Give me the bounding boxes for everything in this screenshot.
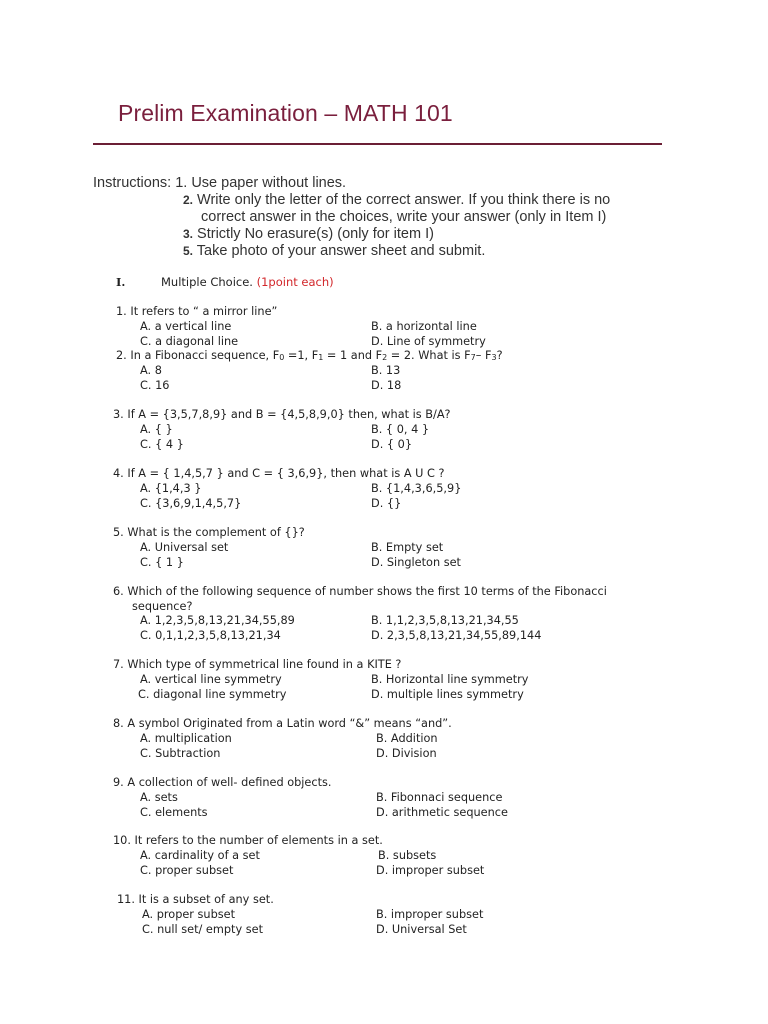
question-5: 5. What is the complement of {}? (113, 526, 305, 539)
q1-option-d: D. Line of symmetry (371, 335, 486, 348)
instruction-item-2 (183, 192, 610, 208)
instruction-number: 3. (183, 227, 194, 241)
q2-option-c: C. 16 (140, 379, 170, 392)
q2-option-b: B. 13 (371, 364, 401, 377)
q3-option-b: B. { 0, 4 } (371, 423, 430, 436)
q9-option-d: D. arithmetic sequence (376, 806, 508, 819)
question-6-cont: sequence? (132, 600, 193, 613)
q11-option-c: C. null set/ empty set (142, 923, 264, 936)
q1-option-b: B. a horizontal line (371, 320, 477, 333)
question-11: 11. It is a subset of any set. (117, 893, 274, 906)
question-3: 3. If A = {3,5,7,8,9} and B = {4,5,8,9,0} then, what is B/A? (113, 408, 451, 421)
q3-option-d: D. { 0} (371, 438, 413, 451)
q3-option-a: A. { } (140, 423, 173, 436)
instruction-item-3 (183, 226, 434, 242)
q5-option-a: A. Universal set (140, 541, 229, 554)
q8-option-d: D. Division (376, 747, 437, 760)
q5-option-d: D. Singleton set (371, 556, 461, 569)
q10-option-c: C. proper subset (140, 864, 234, 877)
question-4: 4. If A = { 1,4,5,7 } and C = { 3,6,9}, then what is A U C ? (113, 467, 445, 480)
instruction-number: 5. (183, 244, 194, 258)
instruction-text: Take photo of your answer sheet and submit. (196, 243, 486, 259)
q9-option-b: B. Fibonnaci sequence (376, 791, 503, 804)
q9-option-c: C. elements (140, 806, 208, 819)
q7-option-a: A. vertical line symmetry (140, 673, 282, 686)
section-label: Multiple Choice. (161, 275, 253, 289)
instruction-item-5 (183, 243, 485, 259)
q5-option-c: C. { 1 } (140, 556, 184, 569)
section-points: (1point each) (256, 275, 334, 289)
instruction-item-2-cont: correct answer in the choices, write your answer (only in Item I) (201, 209, 607, 225)
page-title: Prelim Examination – MATH 101 (118, 100, 453, 126)
q8-option-b: B. Addition (376, 732, 438, 745)
q8-option-a: A. multiplication (140, 732, 232, 745)
q7-option-c: C. diagonal line symmetry (138, 688, 287, 701)
q4-option-b: B. {1,4,3,6,5,9} (371, 482, 462, 495)
question-2: 2. In a Fibonacci sequence, $F_0 =1$, $F_1 = 1$ and $F_2 = 2$. What is $F_7-$ $F_3$? (116, 349, 503, 362)
q10-option-a: A. cardinality of a set (140, 849, 260, 862)
q2-option-a: A. 8 (140, 364, 162, 377)
question-8: 8. A symbol Originated from a Latin word “&” means “and”. (113, 717, 452, 730)
q9-option-a: A. sets (140, 791, 178, 804)
question-6: 6. Which of the following sequence of number shows the first 10 terms of the Fibonacci (113, 585, 607, 598)
section-number: I. (116, 275, 126, 289)
question-9: 9. A collection of well- defined objects. (113, 776, 332, 789)
q7-option-b: B. Horizontal line symmetry (371, 673, 529, 686)
q6-option-a: A. 1,2,3,5,8,13,21,34,55,89 (140, 614, 295, 627)
q4-option-c: C. {3,6,9,1,4,5,7} (140, 497, 242, 510)
instruction-text: Write only the letter of the correct answer. If you think there is no (197, 192, 611, 208)
q4-option-d: D. {} (371, 497, 402, 510)
q11-option-d: D. Universal Set (376, 923, 467, 936)
q8-option-c: C. Subtraction (140, 747, 221, 760)
q5-option-b: B. Empty set (371, 541, 444, 554)
q10-option-d: D. improper subset (376, 864, 485, 877)
question-10: 10. It refers to the number of elements in a set. (113, 834, 383, 847)
q2-option-d: D. 18 (371, 379, 402, 392)
q3-option-c: C. { 4 } (140, 438, 184, 451)
question-1: 1. It refers to “ a mirror line” (116, 305, 278, 318)
instruction-text: Strictly No erasure(s) (only for item I) (197, 226, 434, 242)
instructions-label: Instructions: 1. Use paper without lines. (93, 175, 347, 191)
section-heading (116, 275, 334, 289)
question-7: 7. Which type of symmetrical line found in a KITE ? (113, 658, 402, 671)
q1-option-c: C. a diagonal line (140, 335, 239, 348)
q6-option-b: B. 1,1,2,3,5,8,13,21,34,55 (371, 614, 519, 627)
q1-option-a: A. a vertical line (140, 320, 232, 333)
q6-option-c: C. 0,1,1,2,3,5,8,13,21,34 (140, 629, 281, 642)
q11-option-a: A. proper subset (142, 908, 236, 921)
instruction-number: 2. (183, 193, 194, 207)
q4-option-a: A. {1,4,3 } (140, 482, 202, 495)
title-rule (93, 143, 662, 145)
q11-option-b: B. improper subset (376, 908, 484, 921)
q10-option-b: B. subsets (378, 849, 437, 862)
q6-option-d: D. 2,3,5,8,13,21,34,55,89,144 (371, 629, 542, 642)
q7-option-d: D. multiple lines symmetry (371, 688, 524, 701)
